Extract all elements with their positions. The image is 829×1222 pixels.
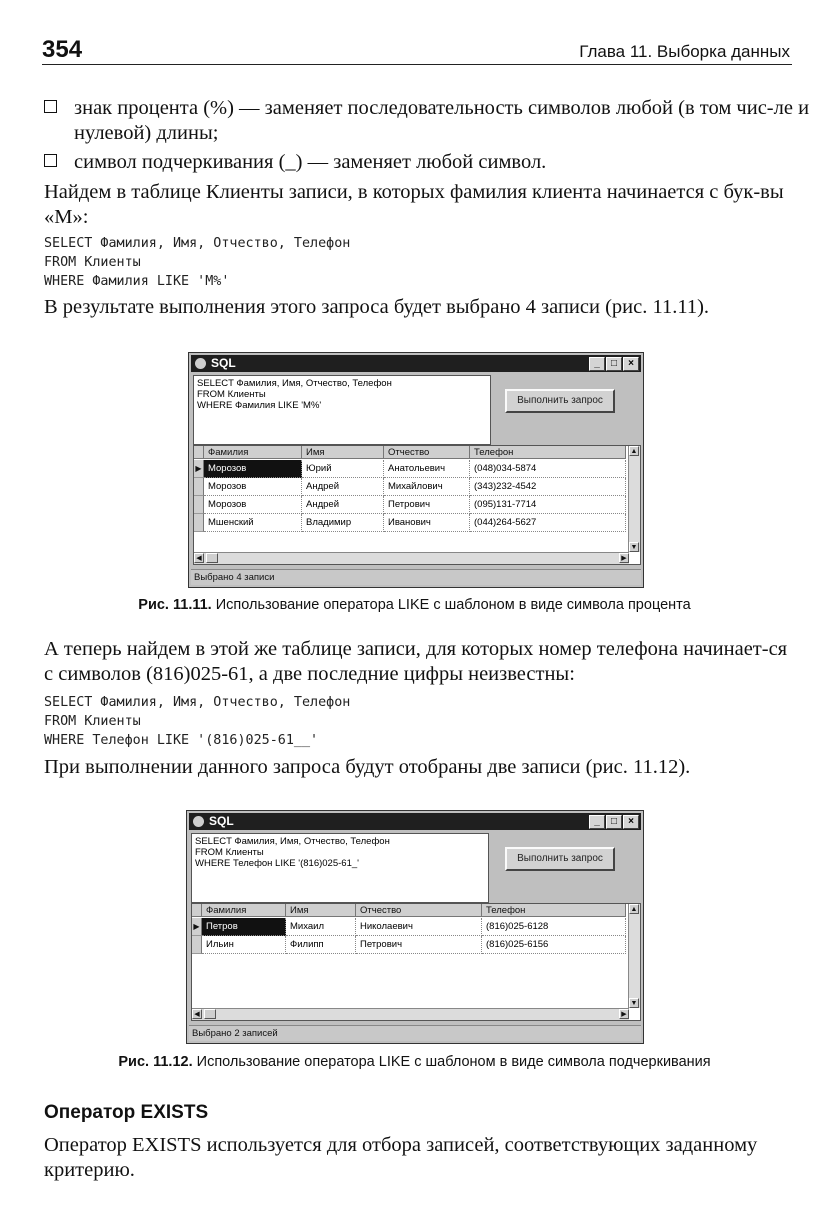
scroll-up-icon[interactable]: ▲	[630, 906, 638, 913]
code-line: SELECT Фамилия, Имя, Отчество, Телефон	[44, 695, 351, 710]
bullet-item-percent: знак процента (%) — заменяет последовательность символов любой (в том чис-ле и нулевой) длины;	[44, 96, 820, 146]
row-pointer-icon: ▶	[194, 460, 204, 478]
cell[interactable]: Андрей	[302, 496, 384, 514]
figure-caption-1: Рис. 11.11. Использование оператора LIKE с шаблоном в виде символа процента	[138, 597, 691, 613]
code-line: FROM Клиенты	[44, 255, 141, 270]
row-indicator	[194, 478, 204, 496]
cell[interactable]: Николаевич	[356, 918, 482, 936]
scroll-left-icon[interactable]: ◀	[194, 553, 204, 563]
cell[interactable]: Морозов	[204, 496, 302, 514]
chapter-title: Глава 11. Выборка данных	[579, 42, 790, 61]
minimize-icon[interactable]: _	[589, 357, 605, 371]
cell[interactable]: (095)131-7714	[470, 496, 626, 514]
cell[interactable]: Петров	[202, 918, 286, 936]
scroll-down-icon[interactable]: ▼	[630, 1000, 638, 1007]
window-title: SQL	[211, 356, 236, 370]
column-header[interactable]: Фамилия	[202, 904, 286, 917]
run-query-button[interactable]: Выполнить запрос	[505, 389, 615, 413]
cell[interactable]: Филипп	[286, 936, 356, 954]
page-number: 354	[42, 36, 83, 63]
window-title: SQL	[209, 814, 234, 828]
cell[interactable]: Иванович	[384, 514, 470, 532]
cell[interactable]: Морозов	[204, 478, 302, 496]
bullet-item-underscore: символ подчеркивания (_) — заменяет любой символ.	[44, 150, 820, 175]
column-header[interactable]: Имя	[302, 446, 384, 459]
page-header	[42, 34, 792, 65]
sql-window-2	[186, 810, 644, 1044]
run-query-button[interactable]: Выполнить запрос	[505, 847, 615, 871]
sql-editor[interactable]: SELECT Фамилия, Имя, Отчество, Телефон FROM Клиенты WHERE Телефон LIKE '(816)025-61_'	[191, 833, 489, 903]
row-pointer-icon: ▶	[192, 918, 202, 936]
cell[interactable]: Петрович	[384, 496, 470, 514]
close-icon[interactable]: ×	[623, 815, 639, 829]
sql-window-1	[188, 352, 644, 588]
cell[interactable]: (816)025-6128	[482, 918, 626, 936]
paragraph-4: При выполнении данного запроса будут отобраны две записи (рис. 11.12).	[44, 756, 691, 778]
title-bar	[191, 355, 641, 372]
close-icon[interactable]: ×	[623, 357, 639, 371]
section-heading: Оператор EXISTS	[44, 1102, 209, 1123]
cell[interactable]: Петрович	[356, 936, 482, 954]
column-header[interactable]: Отчество	[384, 446, 470, 459]
code-block-1	[44, 234, 350, 291]
status-bar: Выбрано 2 записей	[189, 1025, 641, 1041]
code-line: FROM Клиенты	[44, 714, 141, 729]
scroll-thumb[interactable]	[204, 1009, 216, 1019]
scroll-left-icon[interactable]: ◀	[192, 1009, 202, 1019]
cell[interactable]: (048)034-5874	[470, 460, 626, 478]
code-block-2	[44, 693, 350, 750]
vertical-scrollbar[interactable]	[628, 904, 640, 1008]
cell[interactable]: (343)232-4542	[470, 478, 626, 496]
cell[interactable]: Морозов	[204, 460, 302, 478]
scroll-right-icon[interactable]: ▶	[619, 1009, 629, 1019]
vertical-scrollbar[interactable]	[628, 446, 640, 552]
cell[interactable]: Михайлович	[384, 478, 470, 496]
title-bar	[189, 813, 641, 830]
cell[interactable]: (816)025-6156	[482, 936, 626, 954]
scroll-up-icon[interactable]: ▲	[630, 448, 638, 455]
cell[interactable]: Михаил	[286, 918, 356, 936]
grid-corner	[194, 446, 204, 459]
minimize-icon[interactable]: _	[589, 815, 605, 829]
paragraph-2: В результате выполнения этого запроса будет выбрано 4 записи (рис. 11.11).	[44, 296, 710, 318]
cell[interactable]: Андрей	[302, 478, 384, 496]
app-icon	[195, 358, 206, 369]
paragraph-3: А теперь найдем в этой же таблице записи, для которых номер телефона начинает-ся с символов (816)025-61, а две последние цифры неизвестны:	[44, 638, 788, 685]
cell[interactable]: Анатольевич	[384, 460, 470, 478]
cell[interactable]: (044)264-5627	[470, 514, 626, 532]
column-header[interactable]: Отчество	[356, 904, 482, 917]
row-indicator	[192, 936, 202, 954]
maximize-icon[interactable]: □	[606, 815, 622, 829]
row-indicator	[194, 496, 204, 514]
app-icon	[193, 816, 204, 827]
horizontal-scrollbar[interactable]	[192, 1008, 629, 1020]
status-bar: Выбрано 4 записи	[191, 569, 641, 585]
cell[interactable]: Юрий	[302, 460, 384, 478]
grid-corner	[192, 904, 202, 917]
column-header[interactable]: Имя	[286, 904, 356, 917]
cell[interactable]: Ильин	[202, 936, 286, 954]
paragraph-1: Найдем в таблице Клиенты записи, в которых фамилия клиента начинается с бук-вы «М»:	[44, 181, 784, 228]
results-grid	[193, 445, 641, 565]
code-line: WHERE Фамилия LIKE 'M%'	[44, 274, 230, 289]
maximize-icon[interactable]: □	[606, 357, 622, 371]
figure-caption-2: Рис. 11.12. Использование оператора LIKE с шаблоном в виде символа подчеркивания	[118, 1054, 711, 1070]
code-line: WHERE Телефон LIKE '(816)025-61__'	[44, 733, 319, 748]
code-line: SELECT Фамилия, Имя, Отчество, Телефон	[44, 236, 351, 251]
row-indicator	[194, 514, 204, 532]
column-header[interactable]: Телефон	[470, 446, 626, 459]
column-header[interactable]: Фамилия	[204, 446, 302, 459]
scroll-thumb[interactable]	[206, 553, 218, 563]
horizontal-scrollbar[interactable]	[194, 552, 629, 564]
scroll-down-icon[interactable]: ▼	[630, 544, 638, 551]
sql-editor[interactable]: SELECT Фамилия, Имя, Отчество, Телефон FROM Клиенты WHERE Фамилия LIKE 'M%'	[193, 375, 491, 445]
cell[interactable]: Владимир	[302, 514, 384, 532]
scroll-right-icon[interactable]: ▶	[619, 553, 629, 563]
paragraph-5: Оператор EXISTS используется для отбора записей, соответствующих заданному критерию.	[44, 1134, 758, 1181]
cell[interactable]: Мшенский	[204, 514, 302, 532]
checkbox-bullet-icon	[44, 100, 57, 113]
checkbox-bullet-icon	[44, 154, 57, 167]
results-grid	[191, 903, 641, 1021]
column-header[interactable]: Телефон	[482, 904, 626, 917]
